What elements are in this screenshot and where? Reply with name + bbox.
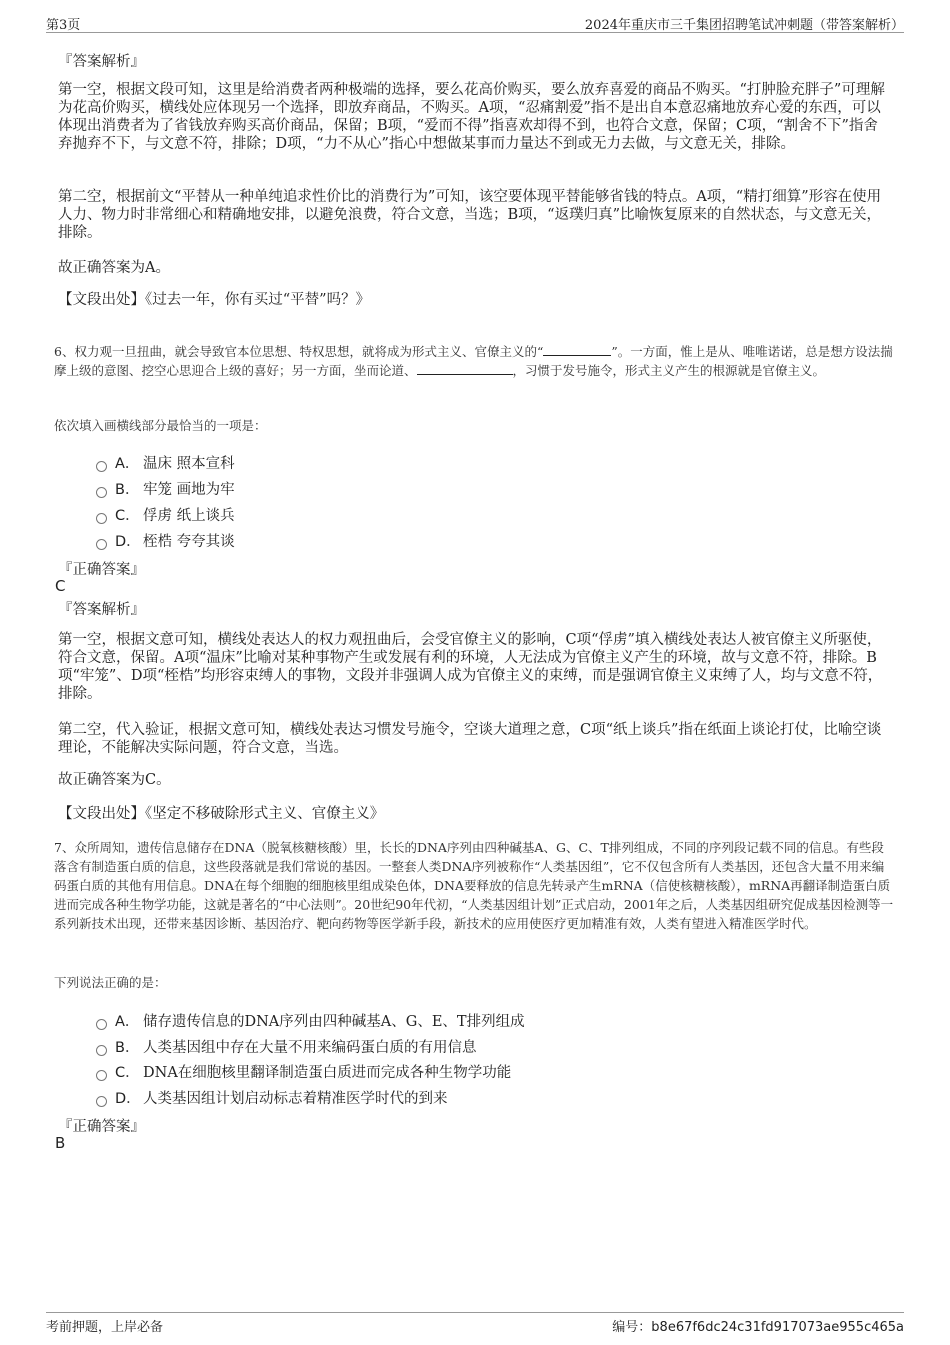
q5-source: 【文段出处】《过去一年，你有买过“平替”吗？》: [58, 292, 371, 308]
radio-icon[interactable]: [96, 1096, 107, 1107]
radio-icon[interactable]: [96, 461, 107, 472]
q6-option-a[interactable]: A． 温床 照本宣科: [96, 452, 235, 472]
q6-option-b[interactable]: B． 牢笼 画地为牢: [96, 478, 235, 498]
q5-analysis-para2: 第二空，根据前文“平替从一种单纯追求性价比的消费行为”可知，该空要体现平替能够省钱的特点。A项，“精打细算”形容在使用人力、物力时非常细心和精确地安排，以避免浪费，符合文意，当选；B项，“返璞归真”比喻恢复原来的自然状态，与文意无关，排除。: [58, 189, 882, 241]
page-header: [46, 14, 904, 33]
q7-option-d[interactable]: D． 人类基因组计划启动标志着精准医学时代的到来: [96, 1087, 448, 1107]
radio-icon[interactable]: [96, 487, 107, 498]
q6-option-c[interactable]: C． 俘虏 纸上谈兵: [96, 504, 235, 524]
radio-icon[interactable]: [96, 513, 107, 524]
q6-analysis-tag: 『答案解析』: [58, 602, 145, 618]
radio-icon[interactable]: [96, 1070, 107, 1081]
q7-stem: 7、众所周知，遗传信息储存在DNA（脱氧核糖核酸）里，长长的DNA序列由四种碱基A、G、C、T排列组成，不同的序列段记载不同的信息。有些段落含有制造蛋白质的信息，这些段落就是我们常说的基因。一整套人类DNA序列被称作“人类基因组”，它不仅包含所有人类基因，还包含大量不用来编码蛋白质的其他有用信息。DNA在每个细胞的细胞核里组成染色体，DNA要释放的信息先转录产生mRNA（信使核糖核酸），mRNA再翻译制造蛋白质进而完成各种生物学功能，这就是著名的“中心法则”。20世纪90年代初，“人类基因组计划”正式启动，2001年之后，人类基因组研究促成基因检测等一系列新技术出现，还带来基因诊断、基因治疗、靶向药物等医学新手段，新技术的应用使医疗更加精准有效，人类有望进入精准医学时代。: [54, 840, 894, 931]
footer-slogan: 考前押题，上岸必备: [46, 1320, 164, 1335]
blank-2: [417, 362, 513, 375]
q5-analysis-tag: 『答案解析』: [58, 54, 145, 70]
radio-icon[interactable]: [96, 1045, 107, 1056]
q6-answer: C: [55, 577, 66, 595]
q7-prompt: 下列说法正确的是：: [54, 975, 167, 990]
page-footer: [46, 1312, 904, 1336]
q6-analysis-para1: 第一空，根据文意可知，横线处表达人的权力观扭曲后，会受官僚主义的影响，C项“俘虏”填入横线处表达人被官僚主义所驱使，符合文意，保留。A项“温床”比喻对某种事物产生或发展有利的环境，人无法成为官僚主义产生的环境，故与文意不符，排除。B项“牢笼”、D项“桎梏”均形容束缚人的事物，文段并非强调人成为官僚主义的束缚，而是强调官僚主义束缚了人，均与文意不符，排除。: [58, 632, 883, 702]
document-title: 2024年重庆市三千集团招聘笔试冲刺题（带答案解析）: [584, 18, 904, 33]
q6-stem: 6、权力观一旦扭曲，就会导致官本位思想、特权思想，就将成为形式主义、官僚主义的“ ”。一方面，惟上是从、唯唯诺诺，总是想方设法揣摩上级的意图、挖空心思迎合上级的喜好；另一方面，坐而论道、 ，习惯于发号施令，形式主义产生的根源就是官僚主义。: [54, 344, 893, 378]
radio-icon[interactable]: [96, 1019, 107, 1030]
radio-icon[interactable]: [96, 539, 107, 550]
q7-answer-tag: 『正确答案』: [58, 1119, 145, 1135]
q6-answer-tag: 『正确答案』: [58, 562, 145, 578]
document-code: 编号：b8e67f6dc24c31fd917073ae955c465a: [612, 1320, 904, 1335]
page-number: 第3页: [46, 18, 81, 33]
q7-answer: B: [55, 1134, 66, 1152]
q7-option-c[interactable]: C． DNA在细胞核里翻译制造蛋白质进而完成各种生物学功能: [96, 1061, 511, 1081]
q5-conclusion: 故正确答案为A。: [58, 260, 170, 276]
q6-source: 【文段出处】《坚定不移破除形式主义、官僚主义》: [58, 806, 385, 822]
q6-option-d[interactable]: D． 桎梏 夸夸其谈: [96, 530, 235, 550]
blank-1: [543, 343, 611, 356]
q6-conclusion: 故正确答案为C。: [58, 772, 171, 788]
q6-analysis-para2: 第二空，代入验证，根据文意可知，横线处表达习惯发号施令，空谈大道理之意，C项“纸上谈兵”指在纸面上谈论打仗，比喻空谈理论，不能解决实际问题，符合文意，当选。: [58, 722, 882, 756]
q5-analysis-para1: 第一空，根据文段可知，这里是给消费者两种极端的选择，要么花高价购买，要么放弃喜爱的商品不购买。“打肿脸充胖子”可理解为花高价购买，横线处应体现另一个选择，即放弃商品，不购买。A项，“忍痛割爱”指不是出自本意忍痛地放弃心爱的东西，可以体现出消费者为了省钱放弃购买高价商品，保留；B项，“爱而不得”指喜欢却得不到，也符合文意，保留；C项，“割舍不下”指舍弃抛弃不下，与文意不符，排除；D项，“力不从心”指心中想做某事而力量达不到或无力去做，与文意无关，排除。: [58, 82, 885, 152]
q6-prompt: 依次填入画横线部分最恰当的一项是：: [54, 418, 267, 433]
q7-option-b[interactable]: B． 人类基因组中存在大量不用来编码蛋白质的有用信息: [96, 1036, 477, 1056]
q7-option-a[interactable]: A． 储存遗传信息的DNA序列由四种碱基A、G、E、T排列组成: [96, 1010, 525, 1030]
